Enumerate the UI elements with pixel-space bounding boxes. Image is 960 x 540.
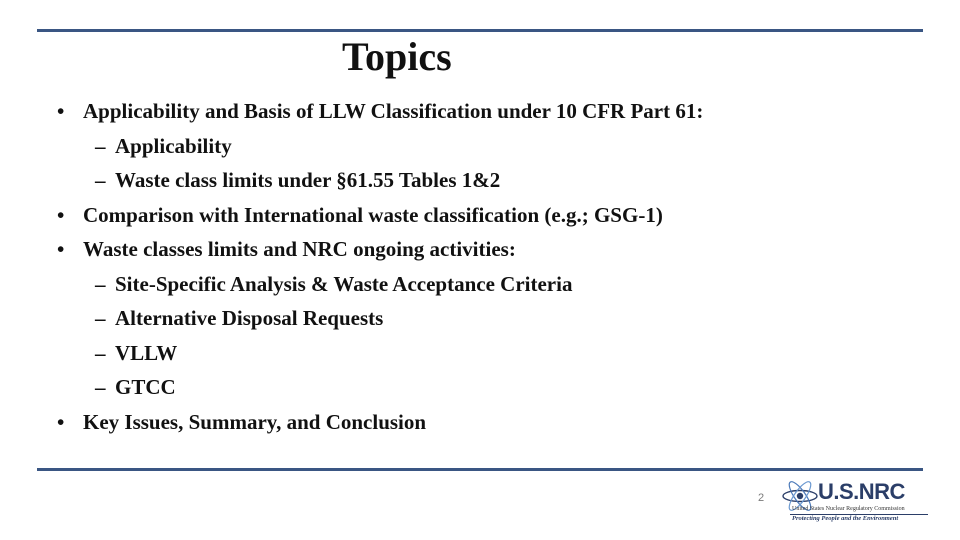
dash-marker: –: [95, 133, 106, 158]
dash-marker: –: [95, 168, 106, 192]
slide-title: Topics: [342, 34, 452, 79]
bullet-text: Key Issues, Summary, and Conclusion: [83, 409, 427, 434]
bullet-text: Site-Specific Analysis & Waste Acceptance Criteria: [115, 271, 573, 296]
bullet-item: [0, 232, 960, 267]
nrc-logo: [780, 479, 928, 525]
bottom-divider: [37, 468, 923, 471]
bullet-marker: •: [57, 237, 65, 261]
sub-bullet-item: [0, 163, 960, 198]
bullet-text: Waste class limits under §61.55 Tables 1&2: [115, 168, 501, 192]
sub-bullet-item: [0, 370, 960, 405]
logo-tagline: Protecting People and the Environment: [792, 515, 899, 522]
bullet-text: Alternative Disposal Requests: [115, 306, 384, 330]
bullet-text: VLLW: [115, 340, 178, 365]
bullet-text: Waste classes limits and NRC ongoing activities:: [83, 237, 516, 261]
sub-bullet-item: [0, 336, 960, 371]
bullet-text: Applicability and Basis of LLW Classification under 10 CFR Part 61:: [83, 99, 704, 123]
bullet-marker: •: [57, 99, 65, 123]
logo-subtitle: United States Nuclear Regulatory Commission: [792, 506, 905, 512]
topic-list: [0, 94, 960, 439]
sub-bullet-item: [0, 129, 960, 164]
bullet-marker: •: [57, 202, 65, 227]
bullet-marker: •: [57, 409, 65, 434]
logo-name: U.S.NRC: [818, 479, 905, 504]
dash-marker: –: [95, 271, 106, 296]
page-number: 2: [758, 492, 765, 504]
top-divider: [37, 29, 923, 32]
dash-marker: –: [95, 306, 106, 330]
bullet-text: Applicability: [115, 133, 232, 158]
dash-marker: –: [95, 340, 106, 365]
sub-bullet-item: [0, 301, 960, 336]
sub-bullet-item: [0, 267, 960, 302]
bullet-text: GTCC: [115, 375, 176, 399]
bullet-item: [0, 94, 960, 129]
bullet-item: [0, 198, 960, 233]
bullet-item: [0, 405, 960, 440]
bullet-text: Comparison with International waste classification (e.g.; GSG-1): [83, 202, 663, 227]
dash-marker: –: [95, 375, 106, 399]
